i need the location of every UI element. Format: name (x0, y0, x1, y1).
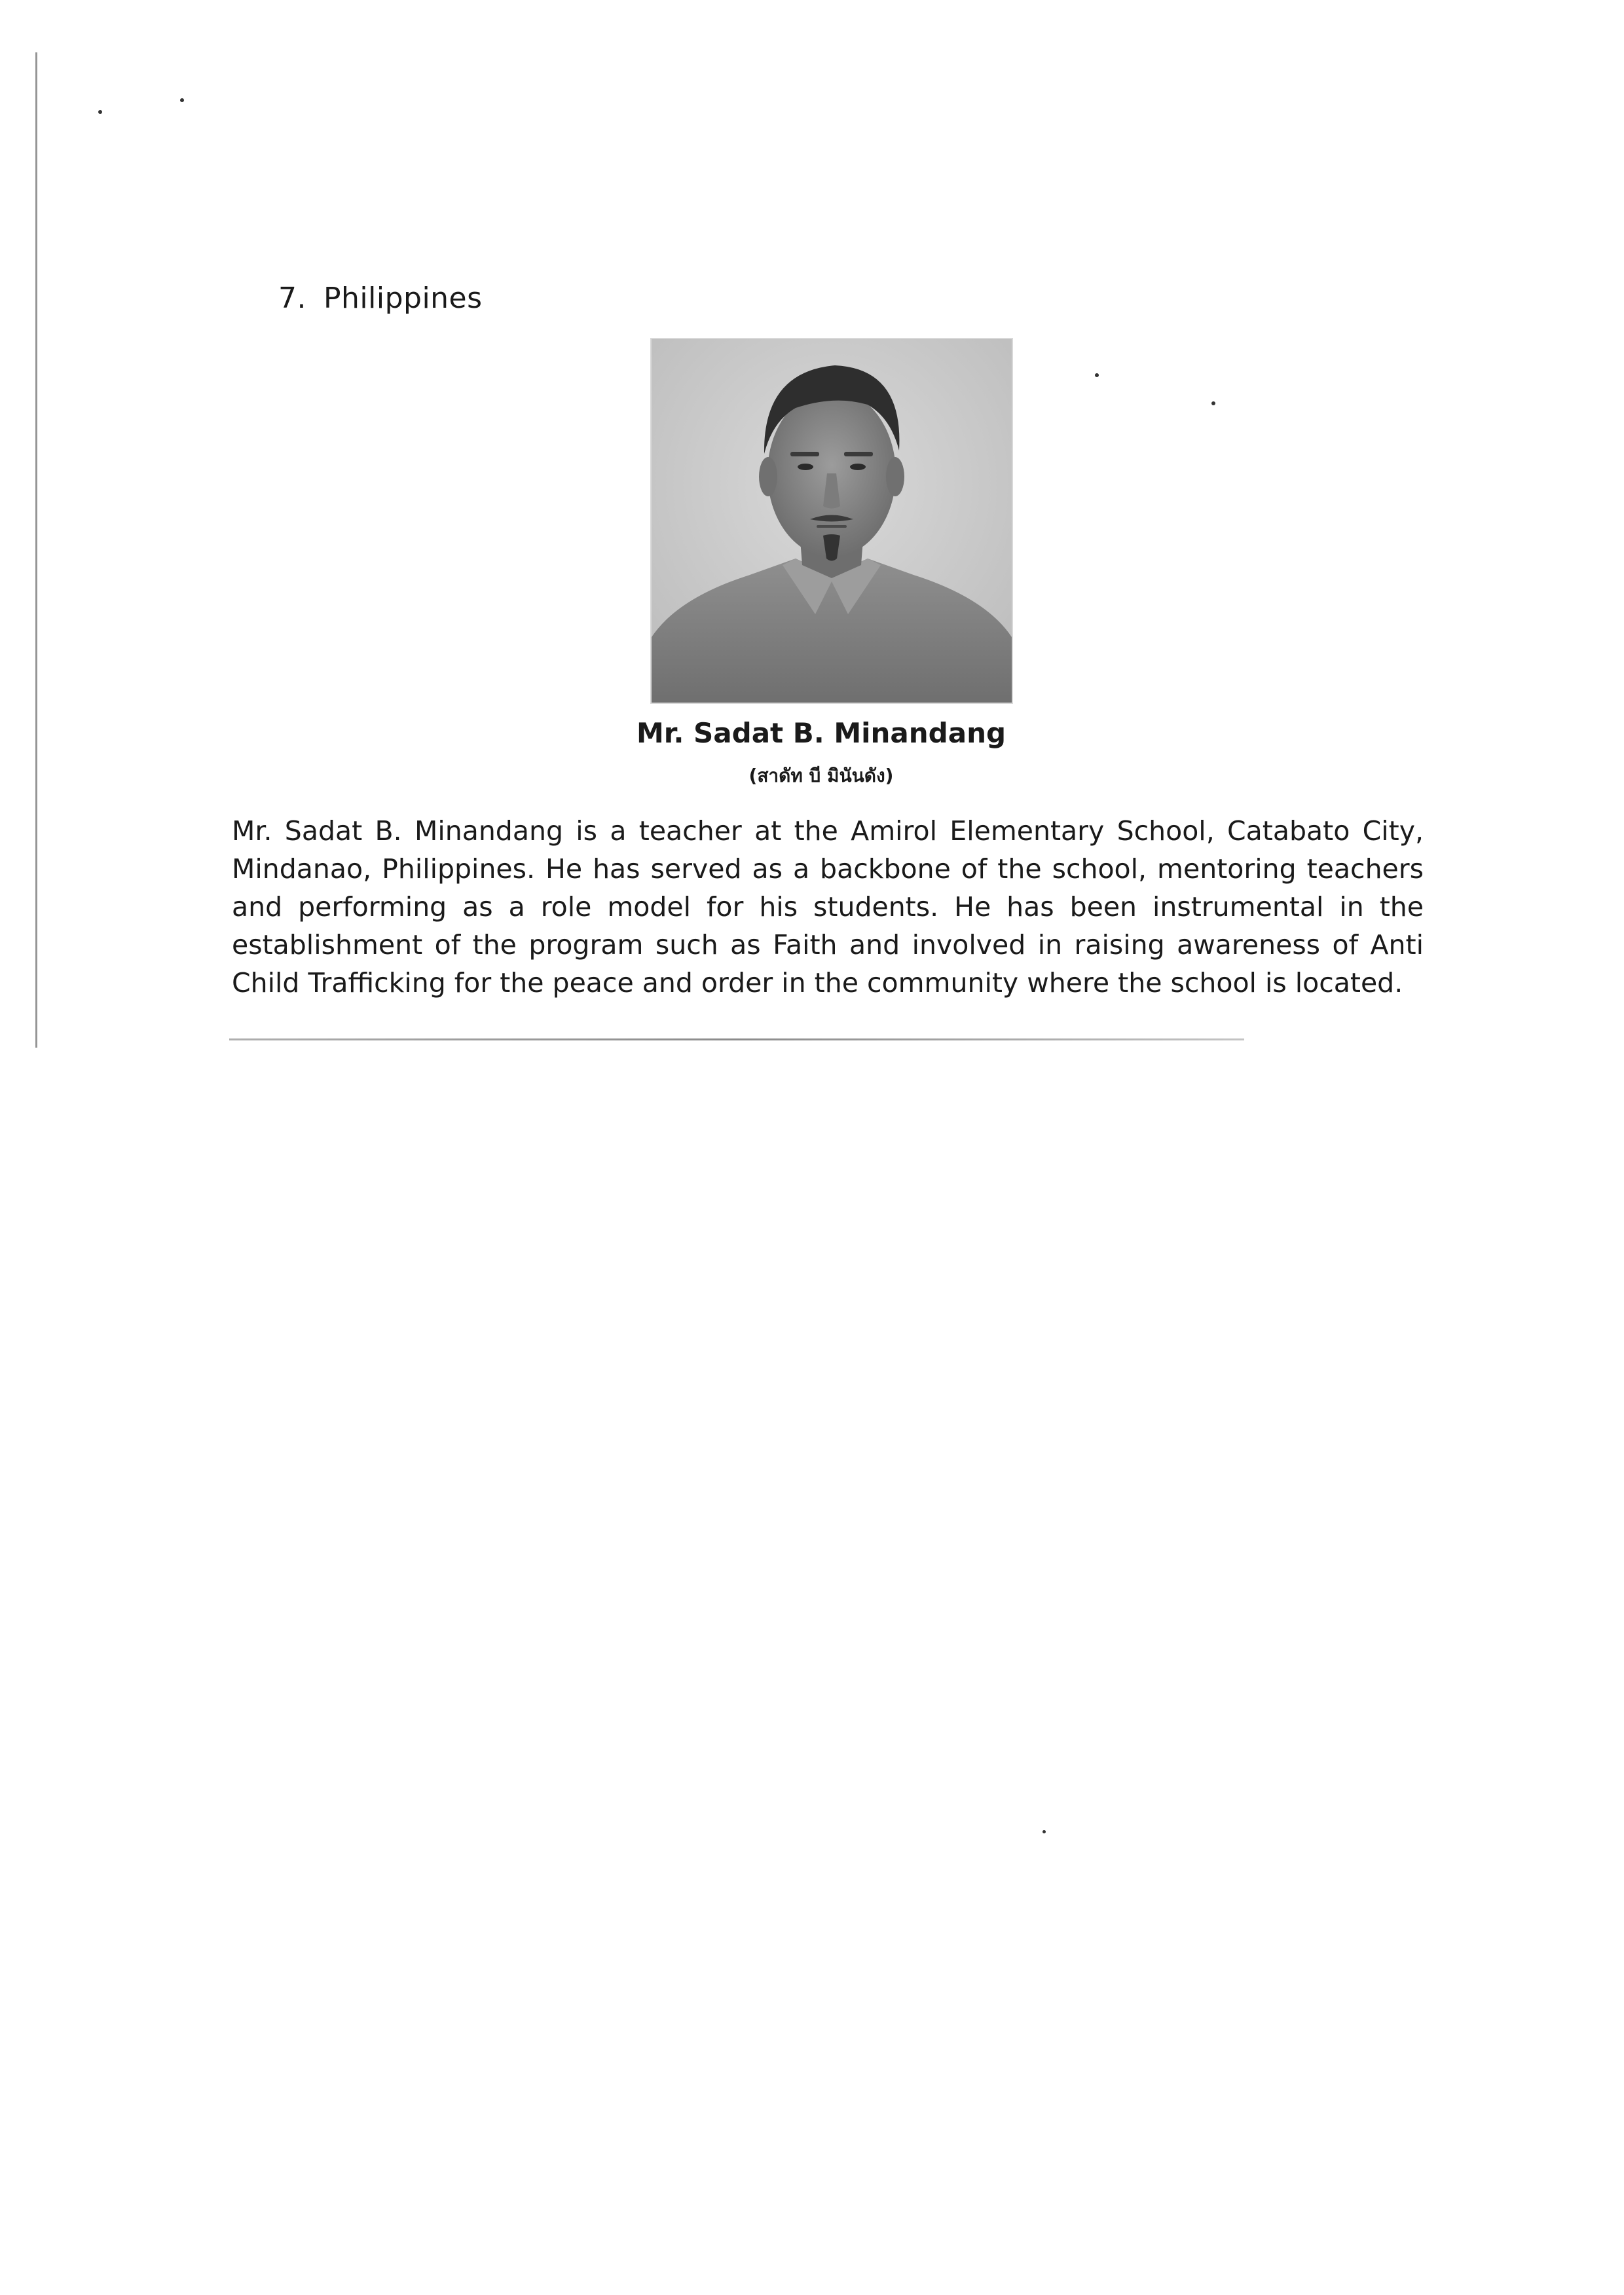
scan-speck (1043, 1830, 1046, 1833)
portrait-photo (650, 338, 1013, 704)
scan-rule-artifact (229, 1038, 1244, 1040)
section-heading (278, 282, 483, 315)
person-name-thai: (สาดัท บี มินันดัง) (748, 765, 894, 786)
person-name: Mr. Sadat B. Minandang (636, 717, 1006, 749)
person-portrait-icon (652, 339, 1012, 703)
section-number: 7. (278, 282, 306, 315)
scan-edge-artifact (35, 52, 37, 1048)
scan-speck (180, 98, 184, 102)
scan-speck (1211, 401, 1215, 405)
section-title: Philippines (323, 282, 483, 315)
scan-speck (98, 110, 102, 114)
scan-speck (1095, 373, 1099, 377)
biography-paragraph: Mr. Sadat B. Minandang is a teacher at the Amirol Elementary School, Catabato City, Mindanao, Philippines. He has served as a backbone of the school, mentoring teachers and performing as a role model for his students. He has been instrumental in the establishment of the program such as Faith and involved in raising awareness of Anti Child Trafficking for the peace and order in the community where the school is located. (232, 815, 1424, 999)
